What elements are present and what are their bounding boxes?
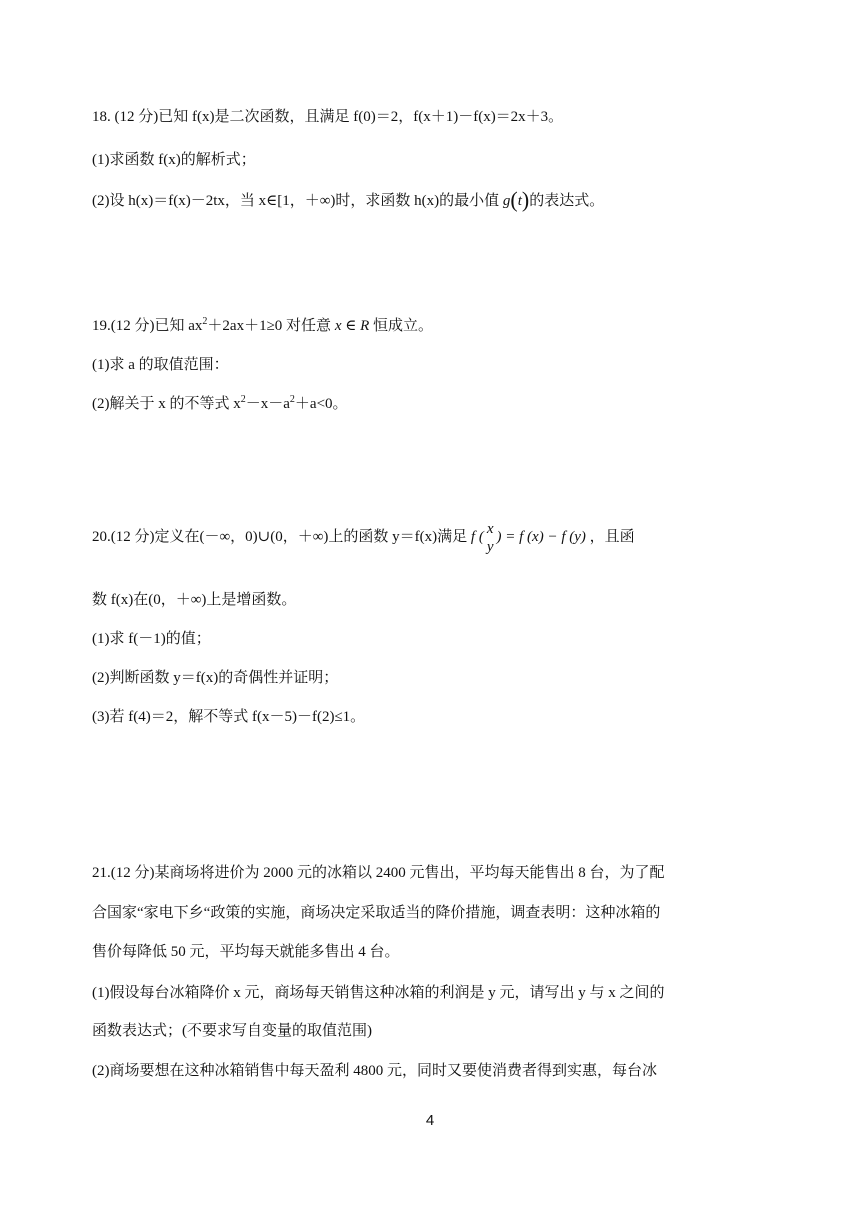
q21-line3: 售价每降低 50 元，平均每天就能多售出 4 台。	[92, 944, 400, 960]
q20-fraction	[485, 520, 496, 556]
q21-line2: 合国家“家电下乡“政策的实施，商场决定采取适当的降价措施，调查表明：这种冰箱的	[92, 905, 661, 921]
q19-part1: (1)求 a 的取值范围：	[92, 357, 229, 373]
q18-part1: (1)求函数 f(x)的解析式；	[92, 152, 256, 168]
q18-part2-tail: 的表达式。	[529, 193, 605, 209]
q20-frac-num: x	[486, 520, 494, 537]
q19-part2-c: ＋a<0。	[294, 396, 348, 412]
q19-part2-sup2: 2	[289, 394, 295, 405]
q18-part2	[92, 187, 605, 212]
q18-part2-lparen: (	[510, 187, 518, 212]
q21-line6: (2)商场要想在这种冰箱销售中每天盈利 4800 元，同时又要使消费者得到实惠，每台冰	[92, 1063, 657, 1079]
q20-f-left: f (	[470, 529, 484, 545]
q19-stem-tail: 恒成立。	[369, 318, 434, 334]
q20-stem-tail: ，且函	[585, 529, 635, 545]
q19-stem-sup: 2	[202, 316, 208, 327]
q20-part1: (1)求 f(－1)的值；	[92, 631, 211, 647]
q19-stem	[92, 316, 433, 336]
page-number: 4	[425, 1112, 435, 1129]
q20-frac-den: y	[486, 538, 494, 555]
q18-part2-rparen: )	[521, 187, 530, 212]
q19-part2-b: －x－a	[245, 396, 290, 412]
q19-stem-math: x ∈ R	[334, 318, 370, 334]
q19-stem-text: 19.(12 分)已知 ax	[92, 318, 203, 334]
q20-stem	[92, 519, 635, 556]
q18-part2-text: (2)设 h(x)＝f(x)－2tx，当 x∈[1，＋∞)时，求函数 h(x)的最小值	[92, 193, 503, 209]
q19-part2-sup1: 2	[240, 394, 246, 405]
q21-line4: (1)假设每台冰箱降价 x 元，商场每天销售这种冰箱的利润是 y 元，请写出 y 与 x 之间的	[92, 985, 665, 1001]
q20-stem-text: 20.(12 分)定义在(－∞，0)∪(0，＋∞)上的函数 y＝f(x)满足	[92, 529, 471, 545]
q20-part2: (2)判断函数 y＝f(x)的奇偶性并证明；	[92, 670, 339, 686]
q18-stem: 18. (12 分)已知 f(x)是二次函数，且满足 f(0)＝2，f(x＋1)－f(x)＝2x＋3。	[92, 109, 564, 125]
q19-part2	[92, 394, 348, 414]
q19-part2-a: (2)解关于 x 的不等式 x	[92, 396, 241, 412]
q18-part2-g: g	[502, 193, 511, 209]
q21-line1: 21.(12 分)某商场将进价为 2000 元的冰箱以 2400 元售出，平均每天能售出 8 台，为了配	[92, 865, 665, 881]
q20-f-right: ) = f (x) − f (y)	[496, 529, 586, 545]
q18-part2-t: t	[517, 193, 522, 209]
q20-part3: (3)若 f(4)＝2，解不等式 f(x－5)－f(2)≤1。	[92, 709, 366, 725]
q21-line5: 函数表达式；(不要求写自变量的取值范围)	[92, 1023, 372, 1039]
q19-stem-mid: ＋2ax＋1≥0 对任意	[207, 318, 335, 334]
q20-stem-line2: 数 f(x)在(0，＋∞)上是增函数。	[92, 592, 297, 608]
